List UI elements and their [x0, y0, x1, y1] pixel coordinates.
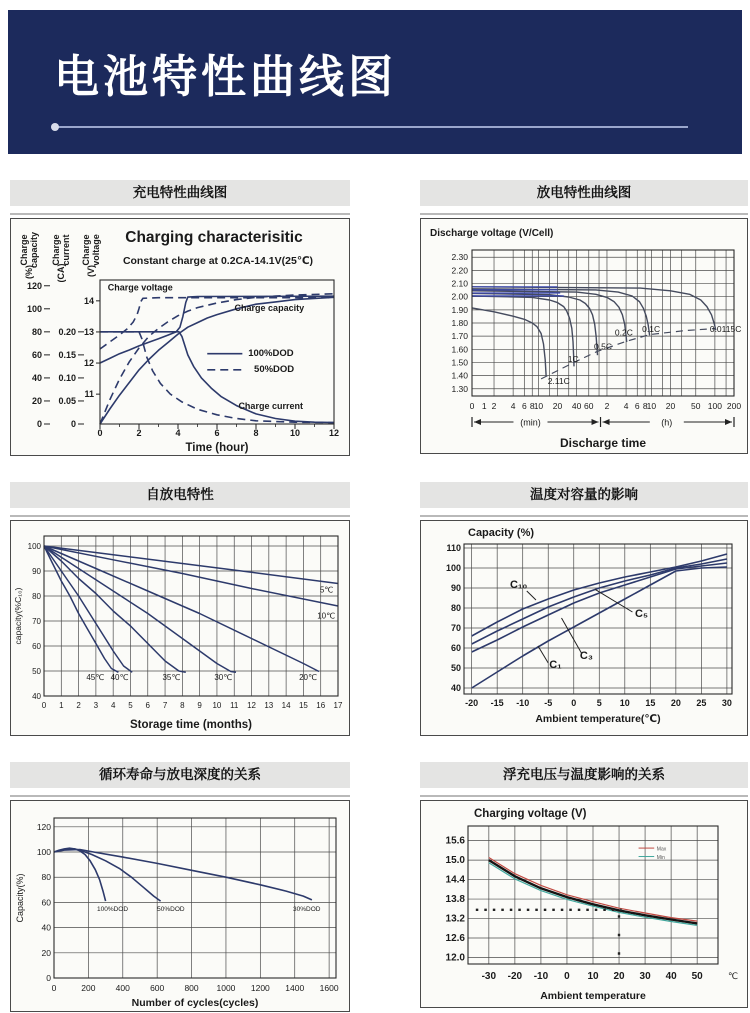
svg-text:Charge: Charge [19, 234, 29, 266]
svg-text:10: 10 [289, 428, 301, 438]
svg-text:10: 10 [533, 401, 544, 411]
series-2.11C [472, 308, 546, 376]
svg-text:100: 100 [26, 303, 42, 314]
svg-text:(%): (%) [24, 265, 34, 279]
svg-text:200: 200 [81, 983, 96, 993]
svg-text:1: 1 [59, 701, 64, 710]
svg-text:℃: ℃ [728, 971, 739, 981]
svg-text:6: 6 [521, 401, 527, 411]
svg-text:9: 9 [197, 701, 202, 710]
section-title: 自放电特性 [10, 482, 350, 508]
svg-text:600: 600 [150, 983, 165, 993]
section-title: 充电特性曲线图 [10, 180, 350, 206]
chart-discharge [420, 218, 748, 454]
svg-text:Charge: Charge [51, 234, 61, 266]
svg-text:0: 0 [51, 983, 57, 993]
svg-text:8: 8 [642, 401, 648, 411]
discharge-chart-svg [422, 220, 746, 452]
svg-text:100%DOD: 100%DOD [96, 906, 129, 914]
svg-text:13: 13 [83, 326, 94, 337]
svg-text:Capacity(%): Capacity(%) [15, 873, 25, 923]
svg-text:Min: Min [656, 854, 665, 861]
svg-text:3: 3 [93, 701, 99, 710]
svg-text:-20: -20 [465, 698, 479, 708]
svg-text:current: current [61, 234, 71, 266]
section-float-voltage [420, 762, 748, 1008]
svg-text:25: 25 [696, 698, 707, 708]
series-50%DOD [54, 849, 161, 901]
svg-text:10℃: 10℃ [317, 611, 336, 621]
floatvoltage-chart-svg [422, 802, 746, 1006]
svg-text:60: 60 [31, 349, 42, 360]
svg-text:12.0: 12.0 [445, 952, 465, 964]
svg-text:6: 6 [145, 701, 150, 710]
series-100%DOD [54, 848, 106, 901]
series-20℃ [44, 546, 319, 672]
svg-text:1.70: 1.70 [451, 331, 468, 342]
svg-text:50: 50 [32, 667, 41, 676]
svg-text:Number of cycles(cycles): Number of cycles(cycles) [131, 997, 259, 1009]
svg-text:2.10: 2.10 [451, 278, 468, 289]
svg-text:110: 110 [446, 543, 461, 553]
svg-text:-5: -5 [544, 698, 553, 708]
banner-dot [51, 123, 59, 131]
svg-text:10: 10 [646, 401, 657, 411]
svg-text:60: 60 [584, 401, 594, 411]
section-title: 循环寿命与放电深度的关系 [10, 762, 350, 788]
svg-text:0.2C: 0.2C [614, 327, 633, 338]
svg-text:4: 4 [175, 428, 181, 438]
svg-text:20℃: 20℃ [299, 672, 317, 682]
svg-text:1.30: 1.30 [451, 383, 468, 394]
svg-text:0.1C: 0.1C [642, 324, 661, 335]
svg-text:Time (hour): Time (hour) [185, 442, 249, 454]
svg-text:70: 70 [32, 617, 41, 626]
svg-text:13.8: 13.8 [445, 894, 465, 906]
svg-text:Charge: Charge [81, 234, 91, 266]
svg-text:12: 12 [328, 428, 340, 438]
svg-text:C₅: C₅ [635, 608, 649, 620]
series-30%DOD [54, 850, 312, 900]
svg-text:100%DOD: 100%DOD [248, 348, 294, 360]
svg-text:-15: -15 [490, 698, 504, 708]
svg-text:1.90: 1.90 [451, 304, 468, 315]
section-rule [420, 795, 748, 797]
svg-text:capacity: capacity [29, 231, 39, 269]
svg-text:100: 100 [27, 542, 41, 551]
charging-chart-svg [12, 220, 348, 454]
svg-text:Charge voltage: Charge voltage [107, 282, 173, 293]
svg-text:40: 40 [41, 922, 51, 933]
svg-text:C₁₀: C₁₀ [509, 579, 528, 591]
svg-text:200: 200 [726, 401, 742, 411]
tempcapacity-chart-svg [422, 522, 746, 734]
page-title: 电池特性曲线图 [54, 51, 398, 102]
svg-text:7: 7 [162, 701, 168, 710]
svg-text:13: 13 [264, 701, 274, 710]
chart-temp-capacity [420, 520, 748, 736]
svg-text:400: 400 [115, 983, 130, 993]
svg-text:1600: 1600 [319, 983, 339, 993]
svg-text:4: 4 [110, 701, 116, 710]
svg-text:1.40: 1.40 [451, 370, 468, 381]
svg-text:-10: -10 [516, 698, 530, 708]
section-discharge [420, 180, 748, 454]
svg-text:12: 12 [83, 358, 94, 369]
svg-text:100: 100 [707, 401, 722, 411]
svg-text:20: 20 [552, 401, 563, 411]
svg-text:0.20: 0.20 [58, 326, 76, 337]
svg-text:17: 17 [333, 701, 343, 710]
svg-text:45℃: 45℃ [86, 672, 105, 682]
svg-text:70: 70 [450, 623, 461, 633]
svg-text:16: 16 [316, 701, 326, 710]
svg-text:0.0115C: 0.0115C [709, 323, 742, 334]
svg-text:2.20: 2.20 [451, 265, 468, 276]
svg-text:Max: Max [656, 846, 667, 853]
svg-text:11: 11 [84, 389, 94, 400]
svg-text:35℃: 35℃ [162, 672, 181, 682]
svg-text:1.60: 1.60 [451, 344, 468, 355]
section-rule [420, 213, 748, 215]
svg-text:10: 10 [619, 698, 630, 708]
svg-text:Charge current: Charge current [238, 401, 303, 412]
svg-text:800: 800 [184, 983, 199, 993]
svg-text:120: 120 [26, 280, 42, 291]
svg-text:voltage: voltage [91, 234, 101, 266]
svg-text:Constant charge at 0.2CA-14.1V: Constant charge at 0.2CA-14.1V(25℃) [122, 255, 314, 267]
svg-text:6: 6 [634, 401, 640, 411]
charts-grid [0, 180, 750, 1012]
svg-text:capacity(%C₁₀): capacity(%C₁₀) [13, 587, 23, 645]
chart-cycle-life [10, 800, 350, 1012]
svg-text:12.6: 12.6 [445, 933, 465, 945]
svg-text:90: 90 [32, 567, 41, 576]
svg-text:2.00: 2.00 [451, 291, 468, 302]
svg-text:15.0: 15.0 [445, 855, 465, 867]
svg-text:1.80: 1.80 [451, 318, 468, 328]
svg-text:80: 80 [41, 872, 51, 883]
svg-text:5: 5 [596, 698, 602, 708]
section-rule [10, 213, 350, 215]
svg-text:2.30: 2.30 [451, 252, 468, 263]
svg-text:2.11C: 2.11C [547, 376, 570, 387]
section-cycle-life [10, 762, 350, 1012]
svg-text:30%DOD: 30%DOD [293, 906, 321, 914]
svg-text:12: 12 [247, 701, 256, 710]
svg-text:-30: -30 [481, 971, 497, 982]
svg-text:20: 20 [665, 401, 676, 411]
svg-text:90: 90 [450, 583, 461, 593]
svg-text:2: 2 [76, 701, 81, 710]
svg-text:1: 1 [481, 401, 487, 411]
svg-text:Discharge voltage (V/Cell): Discharge voltage (V/Cell) [430, 228, 554, 239]
svg-text:20: 20 [41, 947, 51, 958]
section-title: 温度对容量的影响 [420, 482, 748, 508]
series-10℃ [44, 546, 338, 606]
section-self-discharge [10, 482, 350, 736]
svg-text:30℃: 30℃ [214, 672, 233, 682]
svg-text:1400: 1400 [285, 983, 305, 993]
svg-text:2: 2 [604, 401, 610, 411]
svg-text:15: 15 [645, 698, 656, 708]
svg-text:Discharge time: Discharge time [559, 436, 647, 450]
svg-text:1.50: 1.50 [451, 357, 468, 368]
svg-text:0: 0 [36, 419, 42, 429]
svg-text:2: 2 [491, 401, 497, 411]
svg-text:60: 60 [41, 897, 51, 908]
svg-text:40: 40 [665, 971, 677, 982]
section-title: 浮充电压与温度影响的关系 [420, 762, 748, 788]
svg-text:5℃: 5℃ [319, 585, 334, 595]
svg-text:5: 5 [128, 701, 133, 710]
svg-text:40: 40 [450, 683, 461, 693]
svg-text:4: 4 [510, 401, 516, 411]
svg-text:0.5C: 0.5C [594, 341, 612, 352]
svg-text:Ambient temperature: Ambient temperature [540, 990, 646, 1002]
svg-text:40℃: 40℃ [110, 672, 129, 682]
svg-text:Charging voltage (V): Charging voltage (V) [474, 808, 587, 820]
svg-text:80: 80 [31, 326, 42, 337]
svg-text:40: 40 [31, 372, 42, 383]
svg-text:1200: 1200 [250, 983, 270, 993]
svg-text:14.4: 14.4 [445, 874, 465, 886]
svg-text:30: 30 [639, 971, 651, 982]
section-rule [10, 515, 350, 517]
svg-text:20: 20 [31, 395, 42, 406]
svg-text:0: 0 [571, 698, 577, 708]
svg-text:10: 10 [587, 971, 599, 982]
svg-text:20: 20 [613, 971, 625, 982]
svg-text:Charging characterisitic: Charging characterisitic [125, 229, 303, 246]
svg-text:C₁: C₁ [549, 659, 562, 671]
svg-text:14: 14 [83, 295, 94, 306]
svg-text:0: 0 [469, 401, 475, 411]
page-banner [8, 10, 742, 154]
svg-text:(CA): (CA) [56, 263, 66, 283]
svg-text:-20: -20 [507, 971, 523, 982]
svg-text:8: 8 [529, 401, 535, 411]
svg-text:80: 80 [32, 592, 41, 601]
svg-text:0.05: 0.05 [58, 395, 76, 406]
svg-text:0: 0 [564, 971, 570, 982]
page [0, 10, 750, 1012]
svg-text:Ambient temperature(℃): Ambient temperature(℃) [535, 713, 661, 725]
section-charging [10, 180, 350, 456]
svg-text:0: 0 [70, 419, 76, 429]
svg-text:8: 8 [180, 701, 185, 710]
svg-text:-10: -10 [533, 971, 549, 982]
svg-text:15: 15 [298, 701, 308, 710]
series-1C [472, 296, 574, 366]
svg-text:0.15: 0.15 [58, 349, 76, 360]
section-title: 放电特性曲线图 [420, 180, 748, 206]
svg-text:40: 40 [32, 692, 41, 701]
section-rule [10, 795, 350, 797]
svg-text:13.2: 13.2 [445, 913, 465, 925]
chart-self-discharge [10, 520, 350, 736]
svg-text:120: 120 [36, 821, 51, 832]
svg-text:1C: 1C [567, 353, 579, 364]
cyclelife-chart-svg [12, 802, 348, 1010]
svg-text:0.10: 0.10 [58, 372, 76, 383]
svg-text:40: 40 [571, 401, 582, 411]
svg-text:0: 0 [46, 973, 51, 983]
chart-charging [10, 218, 350, 456]
svg-text:30: 30 [721, 698, 732, 708]
svg-text:50: 50 [450, 663, 461, 673]
svg-text:1000: 1000 [216, 983, 236, 993]
series-45℃ [44, 546, 118, 672]
section-temp-capacity [420, 482, 748, 736]
svg-text:14: 14 [281, 701, 291, 710]
svg-text:(V): (V) [86, 265, 96, 277]
svg-text:0: 0 [97, 428, 103, 438]
svg-text:100: 100 [36, 847, 51, 858]
svg-text:80: 80 [450, 603, 461, 613]
svg-text:11: 11 [230, 701, 239, 710]
svg-text:Storage time (months): Storage time (months) [129, 719, 253, 731]
svg-text:10: 10 [212, 701, 222, 710]
svg-text:0: 0 [41, 701, 47, 710]
svg-text:50: 50 [691, 401, 701, 411]
svg-text:2: 2 [136, 428, 142, 438]
section-rule [420, 515, 748, 517]
selfdischarge-chart-svg [12, 522, 348, 734]
svg-text:50%DOD: 50%DOD [157, 906, 185, 914]
svg-text:60: 60 [450, 643, 461, 653]
svg-text:50%DOD: 50%DOD [254, 364, 295, 376]
svg-text:20: 20 [670, 698, 681, 708]
svg-text:50: 50 [691, 971, 703, 982]
svg-text:(h): (h) [661, 417, 673, 428]
banner-underline [54, 126, 688, 128]
svg-text:60: 60 [32, 642, 41, 651]
svg-text:6: 6 [214, 428, 220, 438]
chart-float-voltage [420, 800, 748, 1008]
svg-text:15.6: 15.6 [445, 835, 465, 847]
svg-text:100: 100 [445, 563, 461, 573]
svg-text:Charge capacity: Charge capacity [234, 303, 305, 314]
svg-text:Capacity (%): Capacity (%) [468, 527, 535, 539]
svg-text:4: 4 [623, 401, 629, 411]
svg-text:8: 8 [253, 428, 259, 438]
svg-text:(min): (min) [520, 417, 541, 428]
svg-text:C₃: C₃ [579, 650, 593, 662]
